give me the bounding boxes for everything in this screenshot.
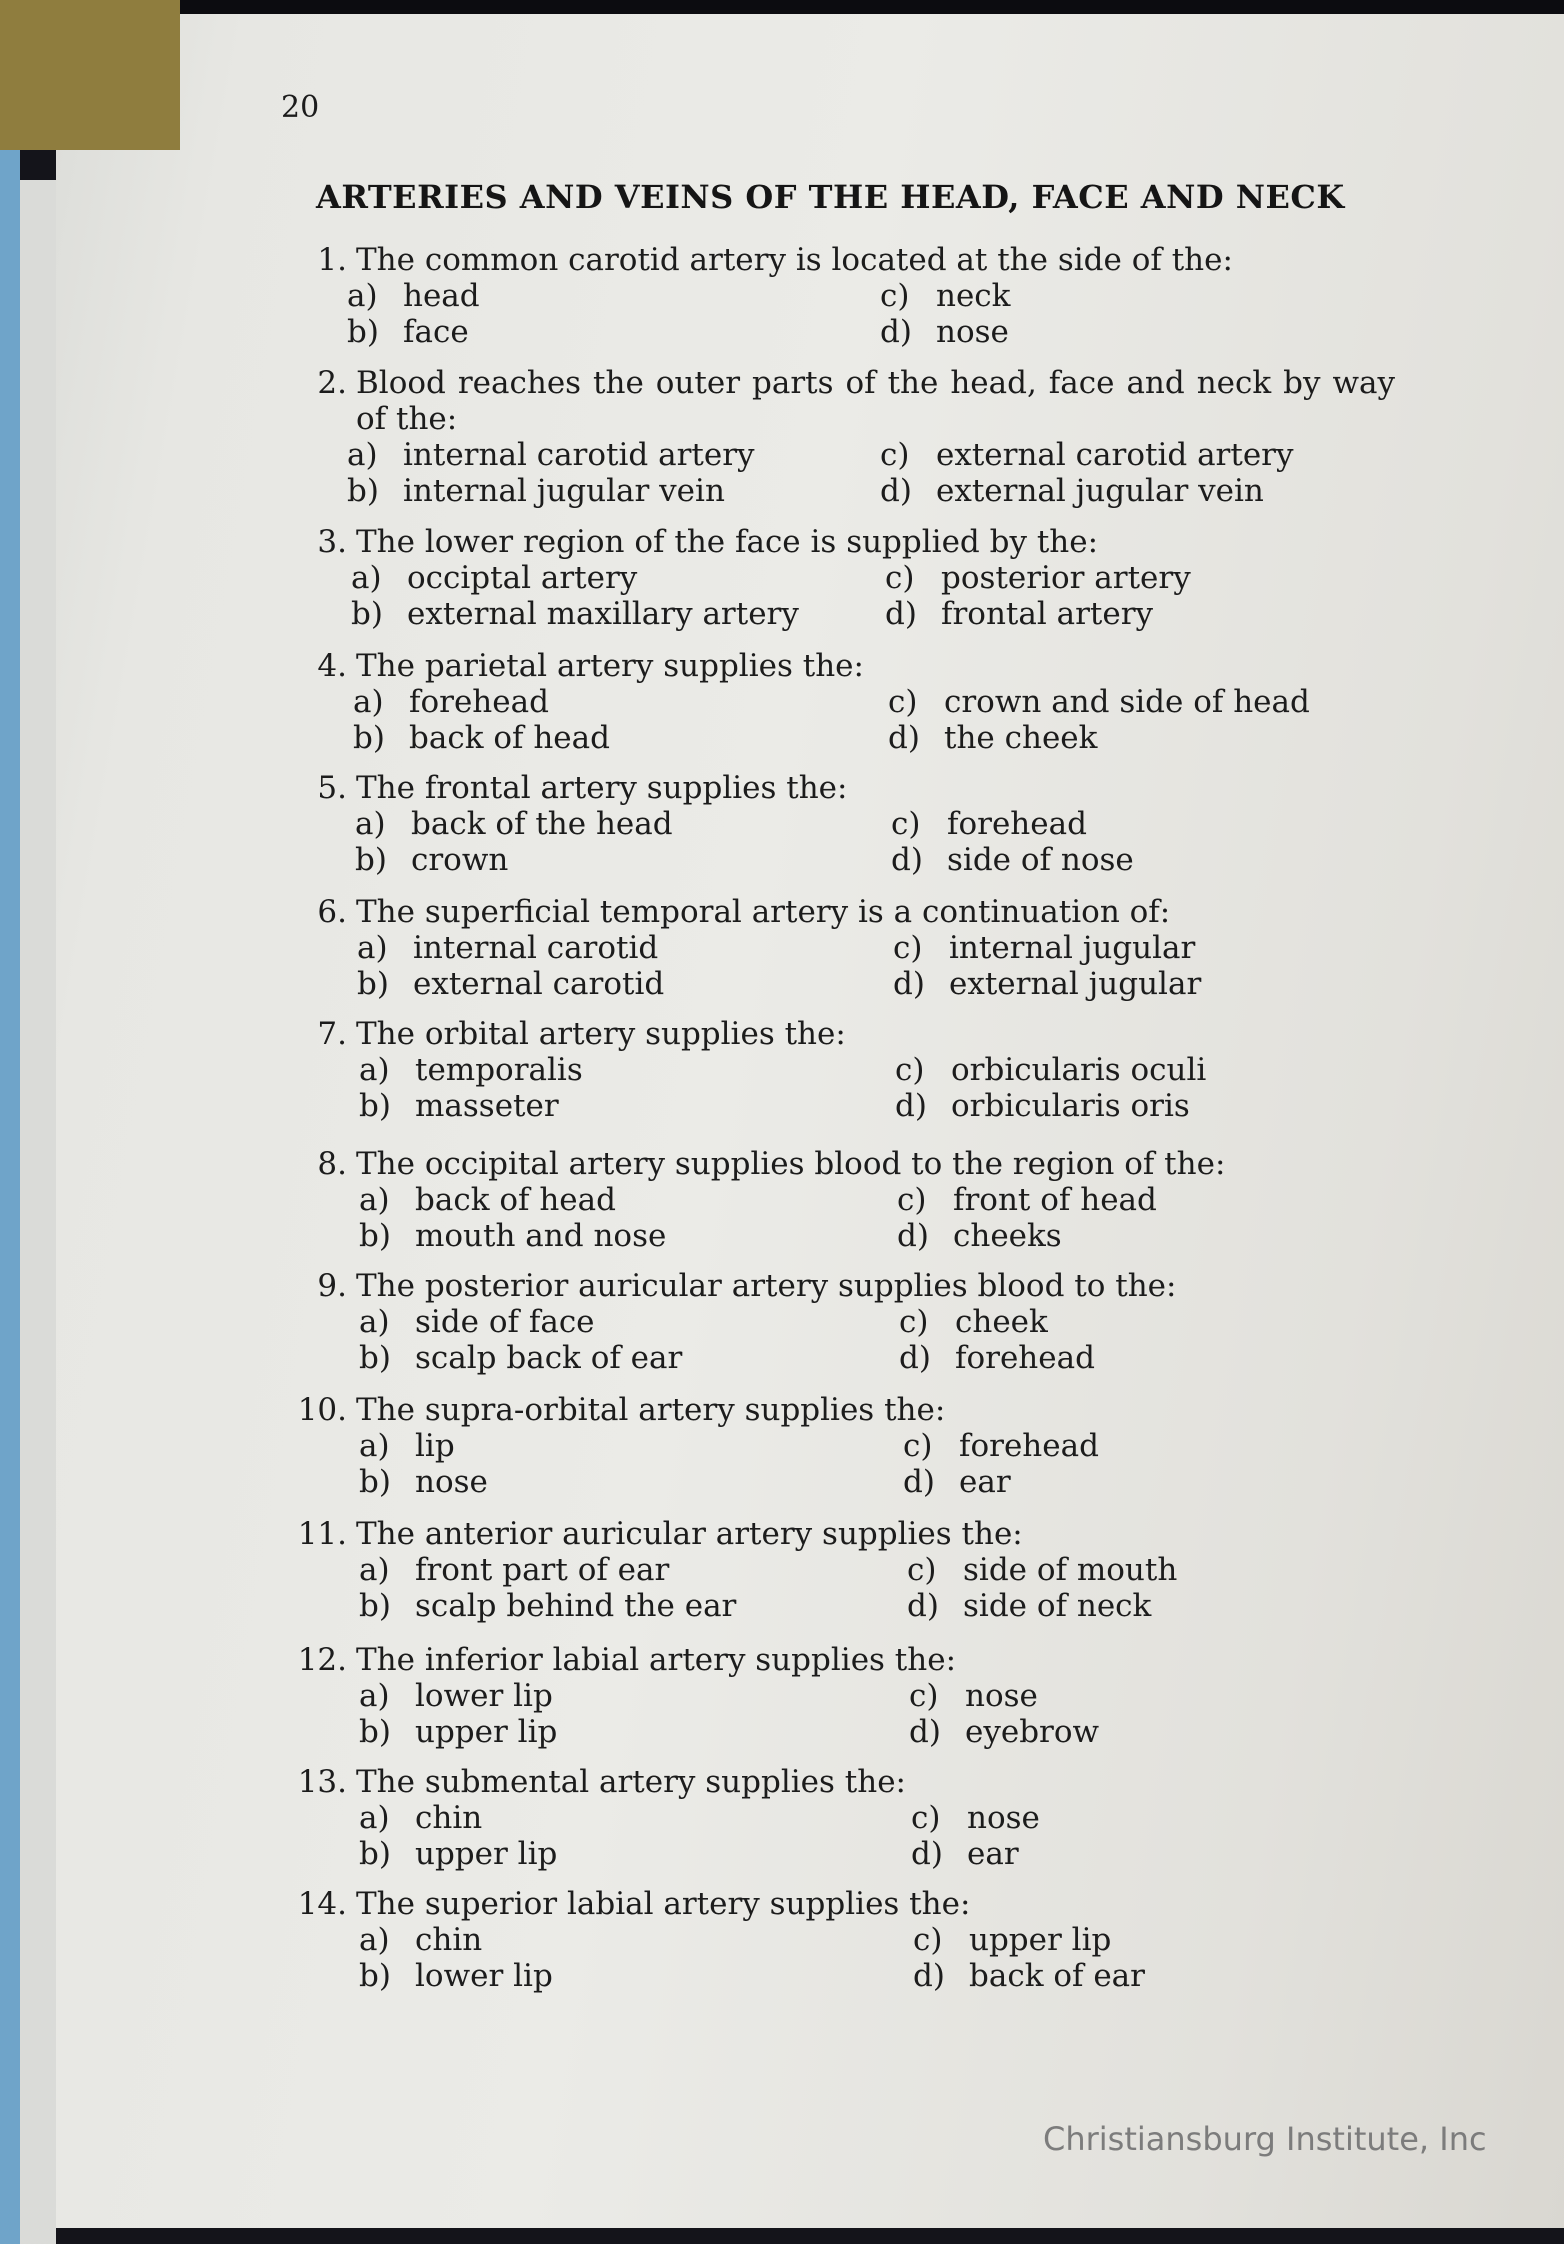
question-14 [295,1886,1395,1994]
option-b: b) external maxillary artery [351,596,799,632]
option-d: d) back of ear [913,1958,1145,1994]
option-c: c) front of head [897,1182,1157,1218]
option-a: a) back of head [359,1182,616,1218]
option-b: b) crown [355,842,509,878]
question-text: The frontal artery supplies the: [356,770,848,806]
question-5 [295,770,1395,878]
question-text: The parietal artery supplies the: [356,648,864,684]
question-text: The common carotid artery is located at the side of the: [356,242,1233,278]
answer-options [295,806,1395,878]
option-a: a) occiptal artery [351,560,638,596]
option-a: a) internal carotid [357,930,659,966]
question-3 [295,524,1395,632]
background-strip [0,0,1564,14]
question-number: 6. [317,894,347,930]
question-number: 9. [317,1268,347,1304]
option-a: a) side of face [359,1304,595,1340]
option-c: c) neck [880,278,1011,314]
answer-options [295,930,1395,1002]
option-c: c) forehead [891,806,1087,842]
option-d: d) ear [903,1464,1011,1500]
option-d: d) nose [880,314,1009,350]
question-number: 5. [317,770,347,806]
option-b: b) internal jugular vein [347,473,725,509]
page-title: ARTERIES AND VEINS OF THE HEAD, FACE AND NECK [316,178,1345,216]
option-b: b) mouth and nose [359,1218,667,1254]
option-d: d) side of nose [891,842,1134,878]
option-a: a) chin [359,1922,483,1958]
question-text: The inferior labial artery supplies the: [356,1642,957,1678]
question-text: The superficial temporal artery is a continuation of: [356,894,1171,930]
option-c: c) orbicularis oculi [895,1052,1207,1088]
answer-options [295,1182,1395,1254]
question-text: The lower region of the face is supplied by the: [356,524,1099,560]
option-a: a) head [347,278,480,314]
answer-options [295,560,1395,632]
option-d: d) external jugular [893,966,1202,1002]
option-d: d) cheeks [897,1218,1062,1254]
watermark: Christiansburg Institute, Inc [1043,2120,1487,2158]
option-d: d) external jugular vein [880,473,1264,509]
option-a: a) forehead [353,684,549,720]
answer-options [295,1304,1395,1376]
option-d: d) frontal artery [885,596,1154,632]
question-text: The orbital artery supplies the: [356,1016,846,1052]
option-a: a) chin [359,1800,483,1836]
option-c: c) nose [911,1800,1040,1836]
answer-options [295,1922,1395,1994]
option-b: b) upper lip [359,1836,558,1872]
question-text: The submental artery supplies the: [356,1764,906,1800]
option-d: d) side of neck [907,1588,1152,1624]
question-11 [295,1516,1395,1624]
answer-options [295,1428,1395,1500]
option-b: b) back of head [353,720,610,756]
option-c: c) cheek [899,1304,1048,1340]
question-number: 10. [297,1392,347,1428]
question-number: 1. [317,242,347,278]
option-b: b) external carotid [357,966,665,1002]
option-c: c) upper lip [913,1922,1112,1958]
answer-options [295,1052,1395,1124]
question-number: 8. [317,1146,347,1182]
option-a: a) lip [359,1428,455,1464]
option-b: b) face [347,314,469,350]
option-c: c) internal jugular [893,930,1196,966]
question-number: 14. [297,1886,347,1922]
option-d: d) forehead [899,1340,1095,1376]
option-a: a) lower lip [359,1678,553,1714]
option-b: b) scalp behind the ear [359,1588,737,1624]
option-b: b) lower lip [359,1958,553,1994]
page-stack [20,180,56,2244]
answer-options [295,1678,1395,1750]
question-number: 12. [297,1642,347,1678]
question-text: The superior labial artery supplies the: [356,1886,971,1922]
answer-options [295,1800,1395,1872]
option-d: d) the cheek [888,720,1098,756]
question-number: 3. [317,524,347,560]
option-c: c) posterior artery [885,560,1191,596]
option-d: d) orbicularis oris [895,1088,1190,1124]
option-b: b) scalp back of ear [359,1340,683,1376]
option-a: a) temporalis [359,1052,583,1088]
question-text: The occipital artery supplies blood to the region of the: [356,1146,1226,1182]
answer-options [295,684,1395,756]
answer-options [295,1552,1395,1624]
option-b: b) upper lip [359,1714,558,1750]
option-a: a) back of the head [355,806,673,842]
page-edge [0,120,20,2244]
question-number: 13. [297,1764,347,1800]
question-text: The posterior auricular artery supplies blood to the: [356,1268,1177,1304]
option-c: c) nose [909,1678,1038,1714]
question-text: The anterior auricular artery supplies the: [356,1516,1023,1552]
question-number: 11. [297,1516,347,1552]
question-text: Blood reaches the outer parts of the head, face and neck by way of the: [356,365,1395,437]
question-10 [295,1392,1395,1500]
question-12 [295,1642,1395,1750]
option-c: c) external carotid artery [880,437,1294,473]
question-7 [295,1016,1395,1124]
option-c: c) side of mouth [907,1552,1178,1588]
question-9 [295,1268,1395,1376]
question-2 [295,365,1395,509]
question-6 [295,894,1395,1002]
option-c: c) crown and side of head [888,684,1310,720]
question-number: 4. [317,648,347,684]
page-tab [0,0,180,150]
question-number: 7. [317,1016,347,1052]
option-d: d) ear [911,1836,1019,1872]
option-d: d) eyebrow [909,1714,1100,1750]
option-a: a) front part of ear [359,1552,670,1588]
option-b: b) masseter [359,1088,559,1124]
option-c: c) forehead [903,1428,1099,1464]
option-a: a) internal carotid artery [347,437,755,473]
question-1 [295,242,1395,350]
question-text: The supra-orbital artery supplies the: [356,1392,946,1428]
question-13 [295,1764,1395,1872]
question-4 [295,648,1395,756]
question-8 [295,1146,1395,1254]
answer-options [295,278,1395,350]
answer-options [295,437,1395,509]
option-b: b) nose [359,1464,488,1500]
question-number: 2. [317,365,347,401]
page-number: 20 [281,90,320,125]
